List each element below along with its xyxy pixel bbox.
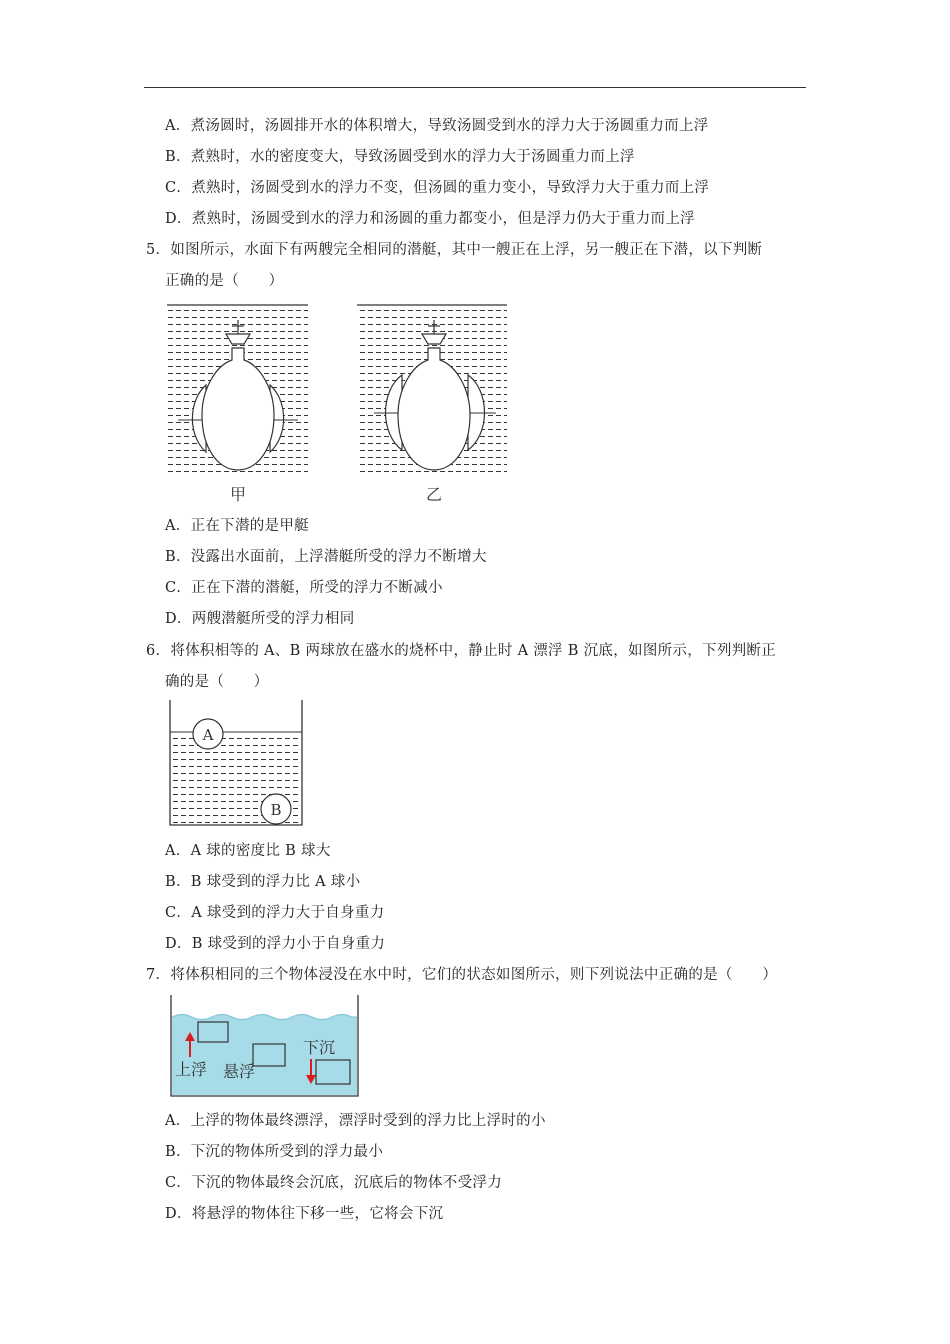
- q5-submarine-figure: [160, 300, 520, 510]
- submarine-yi: [357, 305, 507, 477]
- q5-option-c[interactable]: C．正在下潜的潜艇，所受的浮力不断减小: [165, 580, 443, 596]
- ball-a: [193, 719, 223, 749]
- q5-stem: 5．如图所示，水面下有两艘完全相同的潜艇，其中一艘正在上浮，另一艘正在下潜，以下判断: [146, 242, 763, 258]
- q6-stem-continued: 确的是（ ）: [165, 674, 269, 690]
- q7-stem: 7．将体积相同的三个物体浸没在水中时，它们的状态如图所示，则下列说法中正确的是（ ）: [146, 967, 778, 983]
- q6-option-a[interactable]: A．A 球的密度比 B 球大: [165, 843, 331, 859]
- svg-text:A: A: [202, 726, 214, 744]
- header-rule: [144, 87, 806, 88]
- q7-option-c[interactable]: C．下沉的物体最终会沉底，沉底后的物体不受浮力: [165, 1175, 502, 1191]
- q4-option-d[interactable]: D．煮熟时，汤圆受到水的浮力和汤圆的重力都变小，但是浮力仍大于重力而上浮: [165, 211, 695, 227]
- submarine-jia: [167, 305, 308, 477]
- q7-tank-figure: [165, 995, 365, 1100]
- q6-beaker-figure: [165, 700, 310, 830]
- q5-option-d[interactable]: D．两艘潜艇所受的浮力相同: [165, 611, 355, 627]
- q7-option-d[interactable]: D．将悬浮的物体往下移一些，它将会下沉: [165, 1206, 444, 1222]
- q5-option-b[interactable]: B．没露出水面前，上浮潜艇所受的浮力不断增大: [165, 549, 487, 565]
- q6-option-b[interactable]: B．B 球受到的浮力比 A 球小: [165, 874, 361, 890]
- q7-option-a[interactable]: A．上浮的物体最终漂浮，漂浮时受到的浮力比上浮时的小: [165, 1113, 546, 1129]
- label-rising: 上浮: [175, 1060, 208, 1079]
- ball-b: [261, 794, 291, 824]
- q5-stem-continued: 正确的是（ ）: [165, 273, 284, 289]
- q4-option-a[interactable]: A．煮汤圆时，汤圆排开水的体积增大，导致汤圆受到水的浮力大于汤圆重力而上浮: [165, 118, 709, 134]
- q4-option-b[interactable]: B．煮熟时，水的密度变大，导致汤圆受到水的浮力大于汤圆重力而上浮: [165, 149, 635, 165]
- label-sinking: 下沉: [303, 1038, 336, 1057]
- q5-option-a[interactable]: A．正在下潜的是甲艇: [165, 518, 309, 534]
- q4-option-c[interactable]: C．煮熟时，汤圆受到水的浮力不变，但汤圆的重力变小，导致浮力大于重力而上浮: [165, 180, 710, 196]
- label-suspended: 悬浮: [223, 1062, 256, 1081]
- q6-option-c[interactable]: C．A 球受到的浮力大于自身重力: [165, 905, 385, 921]
- q6-option-d[interactable]: D．B 球受到的浮力小于自身重力: [165, 936, 386, 952]
- q7-option-b[interactable]: B．下沉的物体所受到的浮力最小: [165, 1144, 384, 1160]
- label-yi: 乙: [425, 485, 443, 504]
- label-jia: 甲: [229, 485, 247, 504]
- q6-stem: 6．将体积相等的 A、B 两球放在盛水的烧杯中，静止时 A 漂浮 B 沉底，如图所示，下列判断正: [146, 643, 777, 659]
- svg-text:B: B: [270, 801, 282, 819]
